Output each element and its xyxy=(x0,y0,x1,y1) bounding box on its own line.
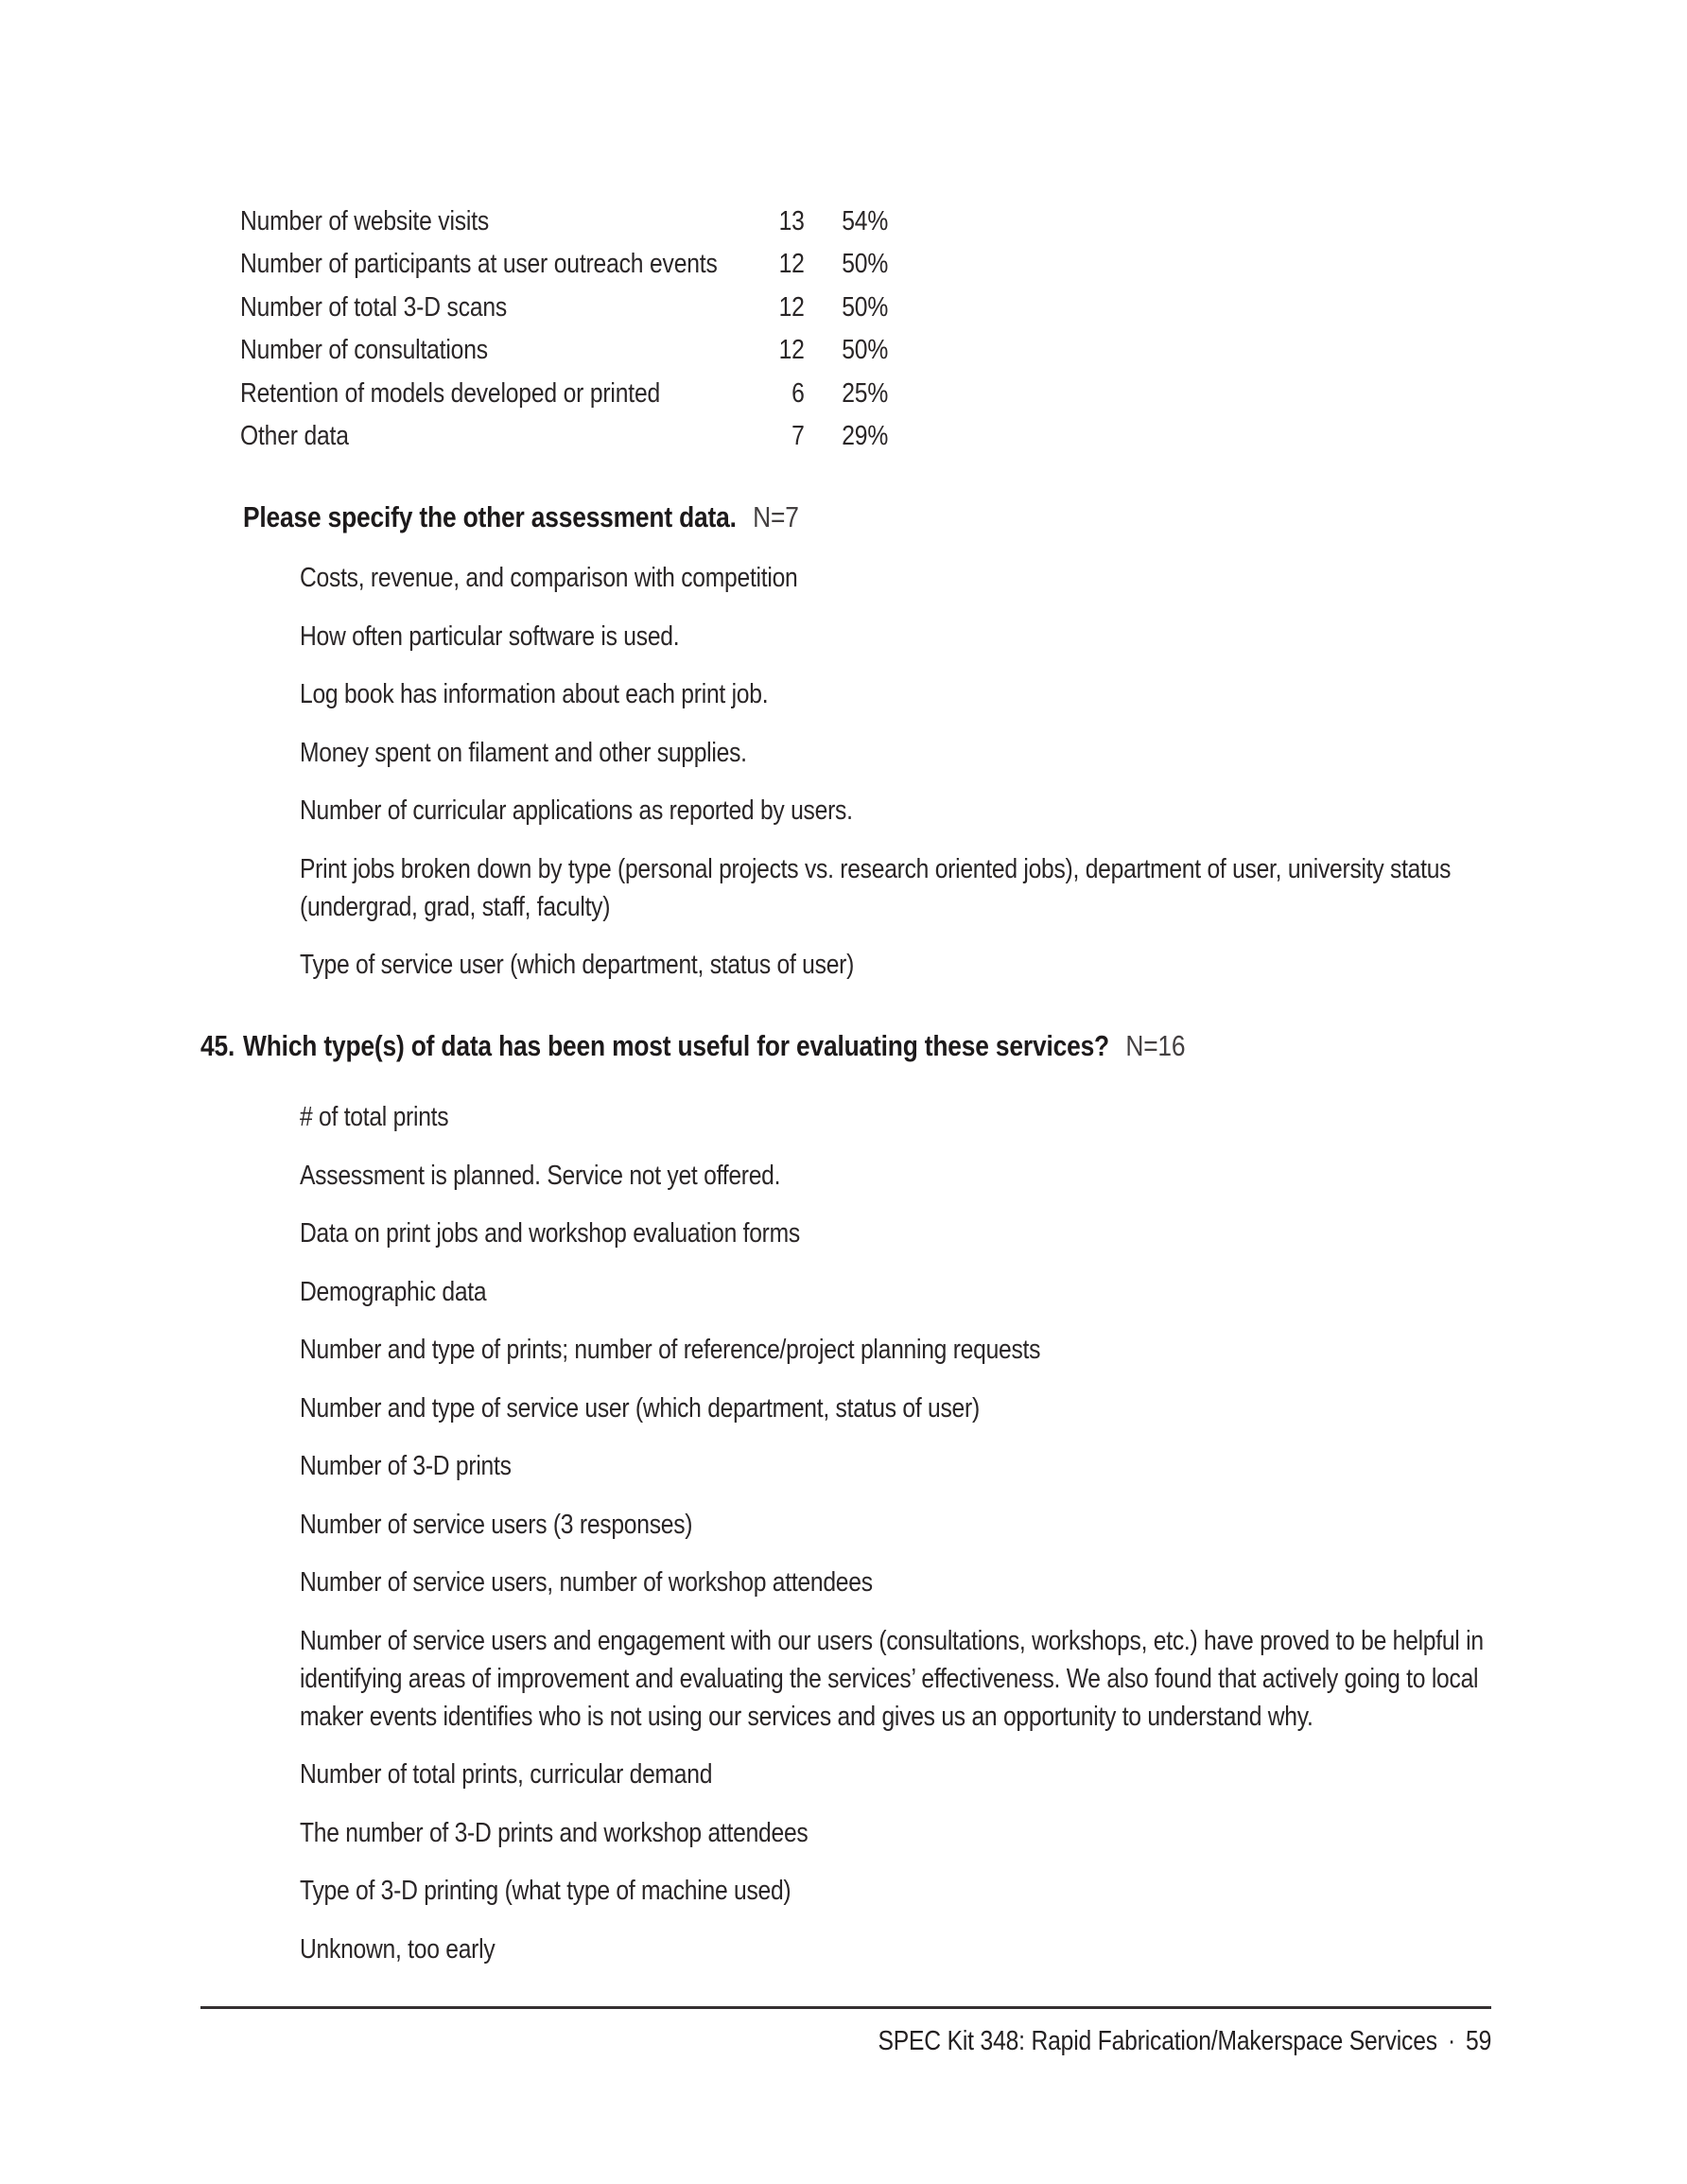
row-label: Number of total 3-D scans xyxy=(240,291,508,323)
question-45-responses xyxy=(300,1098,1498,1988)
row-percent: 54% xyxy=(842,206,889,236)
response-item: Number of total prints, curricular demand xyxy=(300,1759,713,1790)
response-item: Number of service users (3 responses) xyxy=(300,1509,693,1540)
table-row xyxy=(240,201,888,243)
response-item: Number of service users, number of workshop attendees xyxy=(300,1567,873,1598)
response-item: Costs, revenue, and comparison with competition xyxy=(300,563,798,593)
response-item: # of total prints xyxy=(300,1102,449,1132)
response-item: The number of 3-D prints and workshop attendees xyxy=(300,1817,809,1848)
response-item: Number and type of prints; number of reference/project planning requests xyxy=(300,1335,1041,1365)
row-count: 12 xyxy=(778,249,805,280)
response-item: How often particular software is used. xyxy=(300,620,680,652)
response-item: Number of 3-D prints xyxy=(300,1451,512,1481)
response-item: Number and type of service user (which department, status of user) xyxy=(300,1392,980,1424)
response-item: Unknown, too early xyxy=(300,1933,496,1965)
row-percent: 29% xyxy=(842,421,889,452)
footer-title: SPEC Kit 348: Rapid Fabrication/Makerspace Services xyxy=(878,2026,1437,2056)
row-count: 6 xyxy=(791,377,805,409)
question-text: Which type(s) of data has been most useful for evaluating these services? xyxy=(243,1029,1109,1062)
response-item: Assessment is planned. Service not yet offered. xyxy=(300,1160,781,1191)
response-item: Demographic data xyxy=(300,1276,487,1307)
row-count: 12 xyxy=(778,291,805,323)
row-label: Number of consultations xyxy=(240,335,488,366)
footer-separator: · xyxy=(1447,2026,1455,2056)
table-row xyxy=(240,415,888,458)
row-percent: 25% xyxy=(842,377,889,409)
response-item: Data on print jobs and workshop evaluation forms xyxy=(300,1218,800,1249)
row-percent: 50% xyxy=(842,249,889,280)
response-item: Print jobs broken down by type (personal projects vs. research oriented jobs), department of user, university status (undergrad, grad, staff, faculty) xyxy=(300,853,1452,922)
subquestion-heading-text: Please specify the other assessment data. xyxy=(243,500,737,533)
subquestion-n-count: N=7 xyxy=(753,500,799,533)
row-label: Number of participants at user outreach events xyxy=(240,249,718,280)
response-item: Number of service users and engagement with our users (consultations, workshops, etc.) have proved to be helpful in identifying areas of improvement and evaluating the services’ effectiveness. We also found that actively going to local maker events identifies who is not using our services and gives us an opportunity to understand why. xyxy=(300,1625,1484,1732)
row-percent: 50% xyxy=(842,335,889,366)
response-item: Log book has information about each print job. xyxy=(300,679,769,709)
response-item: Type of 3-D printing (what type of machine used) xyxy=(300,1876,791,1906)
row-count: 12 xyxy=(778,335,805,366)
subquestion-heading xyxy=(243,500,1449,534)
table-row xyxy=(240,243,888,286)
row-label: Number of website visits xyxy=(240,206,490,236)
row-label: Retention of models developed or printed xyxy=(240,377,661,409)
response-item: Type of service user (which department, status of user) xyxy=(300,950,855,980)
other-data-responses xyxy=(300,559,1498,1005)
row-count: 7 xyxy=(791,421,805,452)
row-percent: 50% xyxy=(842,291,889,323)
question-45-heading xyxy=(200,1028,1567,1064)
response-item: Number of curricular applications as reported by users. xyxy=(300,795,853,826)
footer xyxy=(878,2026,1491,2057)
question-n-count: N=16 xyxy=(1125,1029,1186,1062)
question-number: 45. xyxy=(200,1029,235,1062)
table-row xyxy=(240,287,888,329)
row-count: 13 xyxy=(778,206,805,236)
page-number: 59 xyxy=(1465,2026,1491,2056)
table-row xyxy=(240,373,888,415)
footer-divider xyxy=(200,2006,1491,2009)
survey-results-table xyxy=(240,201,888,458)
table-row xyxy=(240,329,888,372)
row-label: Other data xyxy=(240,421,349,452)
response-item: Money spent on filament and other supplies. xyxy=(300,737,747,768)
